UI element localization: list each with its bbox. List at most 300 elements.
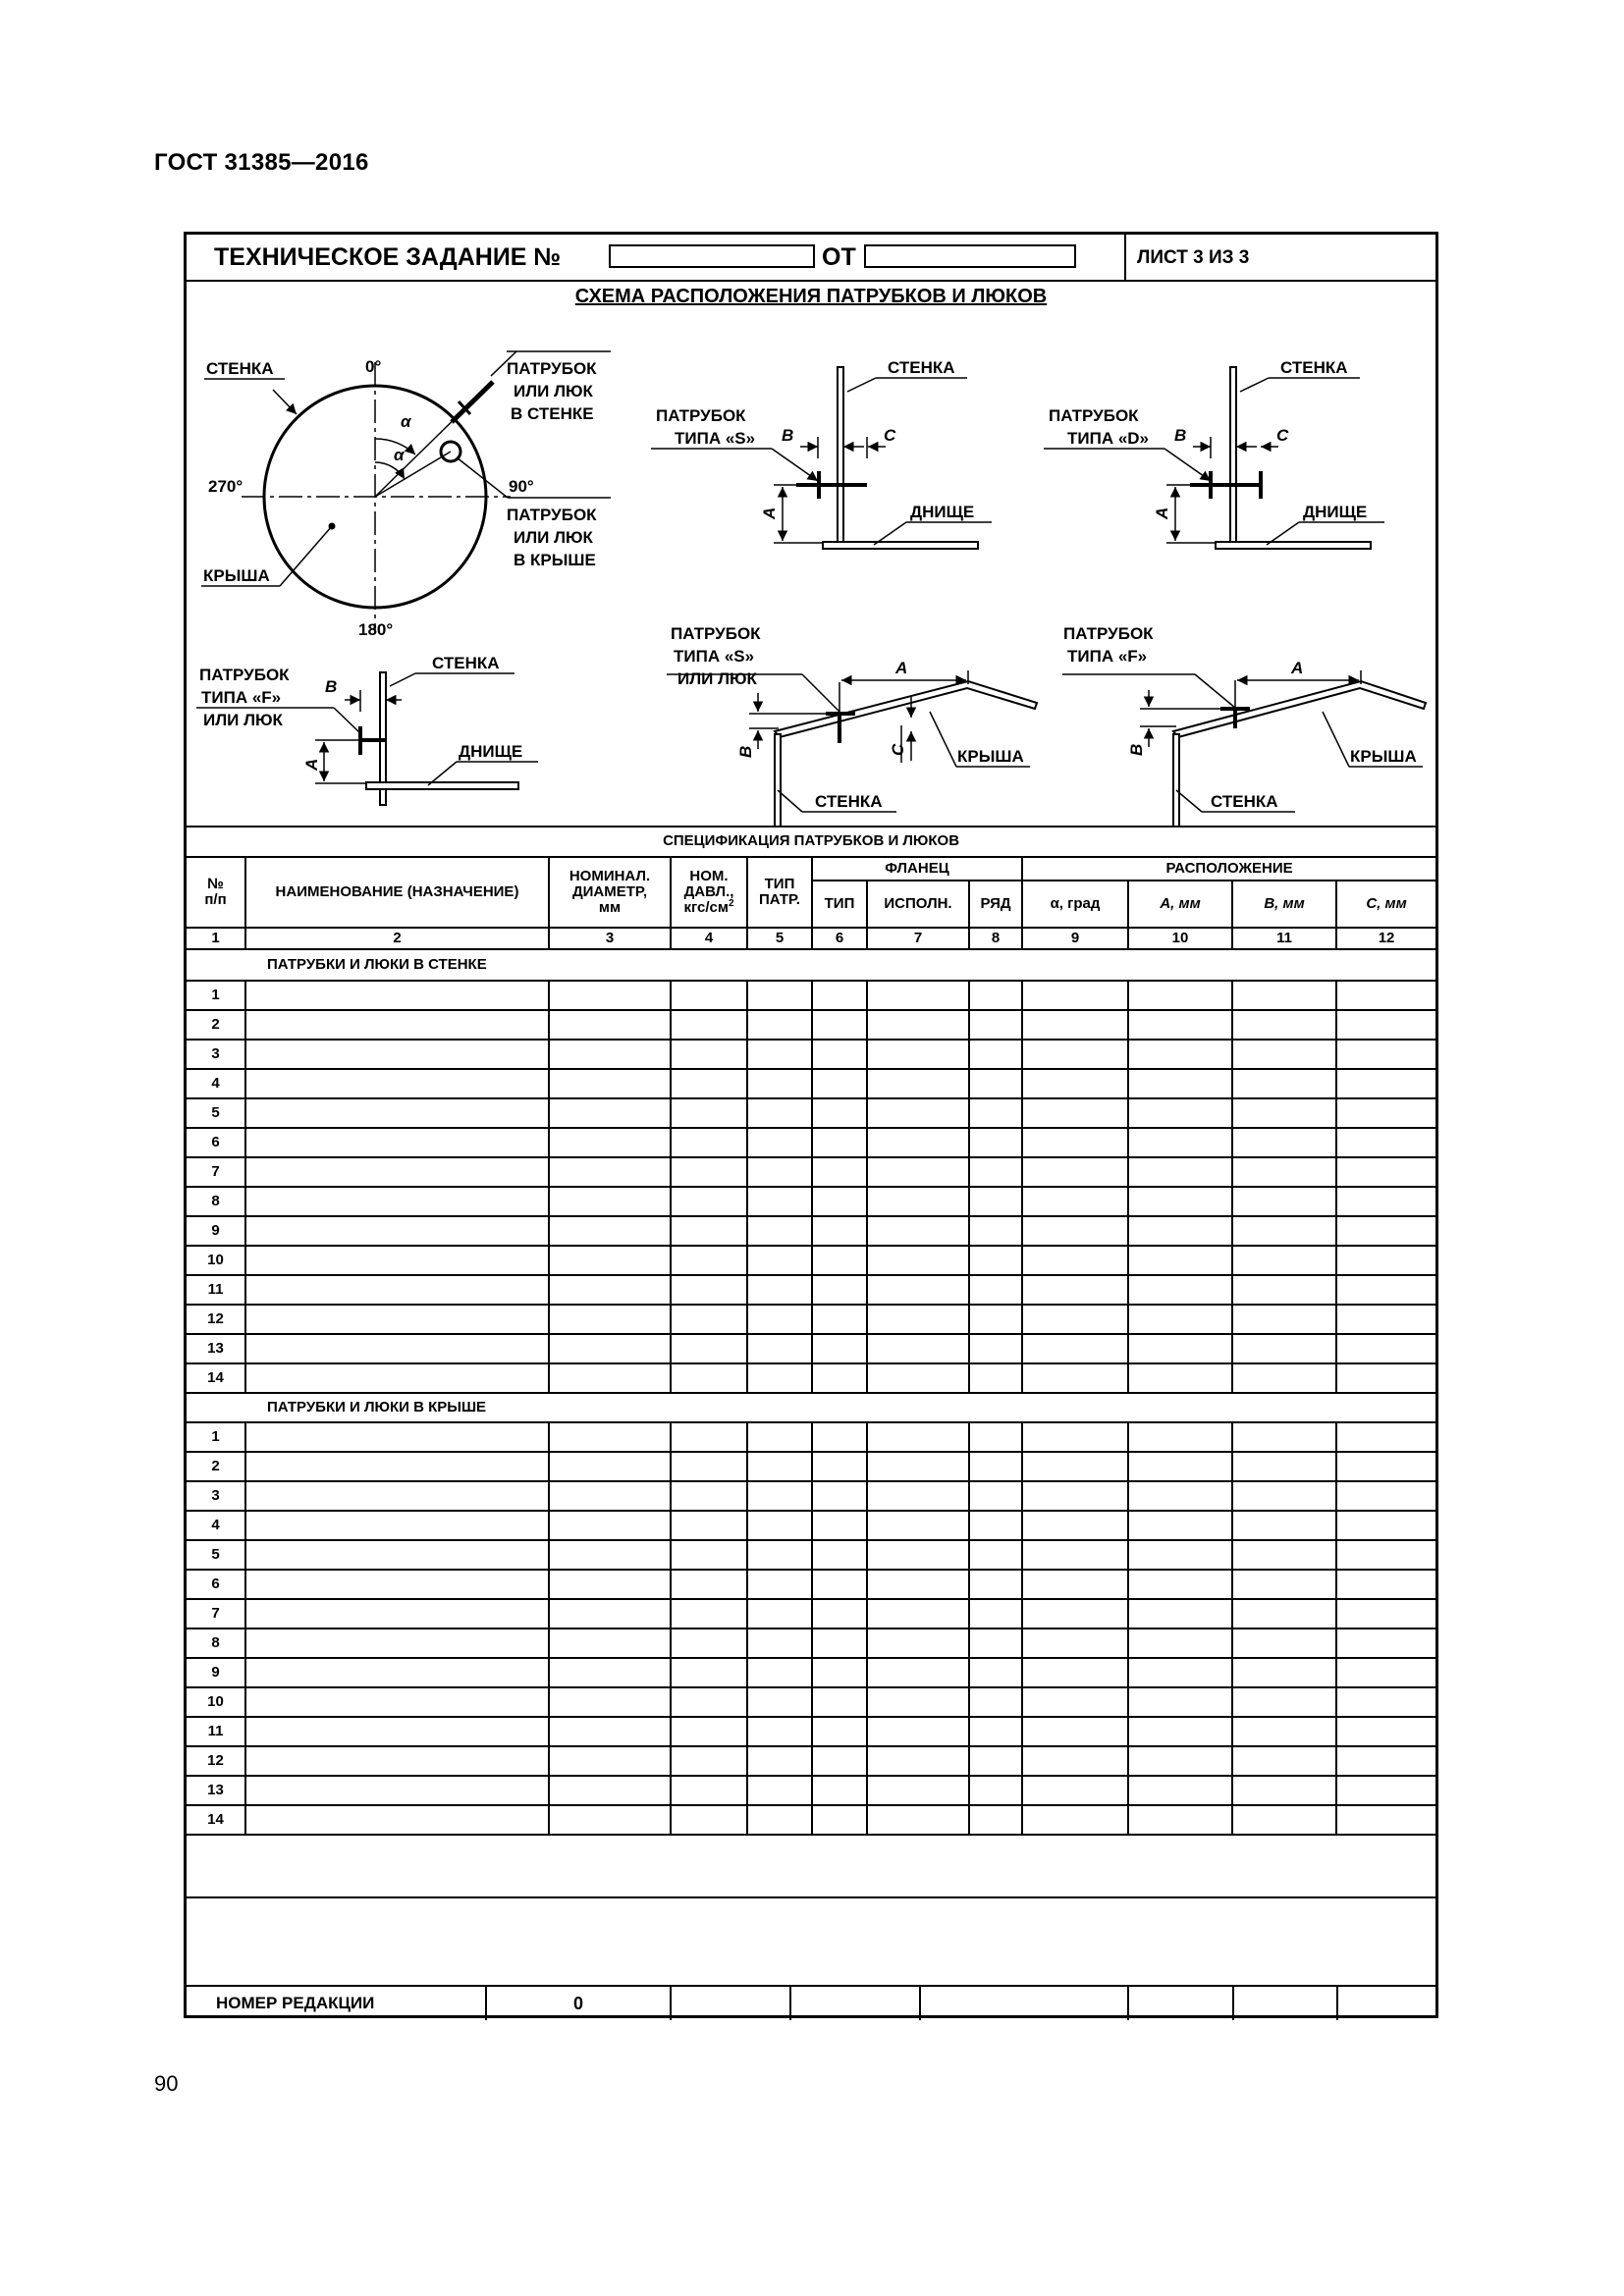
spec-cell[interactable] xyxy=(969,1187,1022,1216)
spec-cell[interactable] xyxy=(747,1481,812,1511)
spec-cell[interactable] xyxy=(1022,1187,1128,1216)
spec-cell[interactable] xyxy=(1128,1540,1232,1570)
spec-cell[interactable] xyxy=(867,1040,969,1069)
spec-cell[interactable] xyxy=(1022,1069,1128,1098)
spec-cell[interactable] xyxy=(812,1717,867,1746)
spec-cell[interactable] xyxy=(245,981,549,1010)
spec-cell[interactable] xyxy=(812,1069,867,1098)
spec-cell[interactable] xyxy=(245,1540,549,1570)
spec-cell[interactable] xyxy=(867,1010,969,1040)
spec-cell[interactable] xyxy=(969,1629,1022,1658)
spec-cell[interactable] xyxy=(867,1776,969,1805)
spec-cell[interactable] xyxy=(245,1334,549,1363)
spec-cell[interactable] xyxy=(1022,1098,1128,1128)
spec-cell[interactable] xyxy=(1022,1717,1128,1746)
spec-cell[interactable] xyxy=(969,1746,1022,1776)
spec-cell[interactable] xyxy=(969,1599,1022,1629)
spec-cell[interactable] xyxy=(969,1275,1022,1305)
spec-cell[interactable] xyxy=(747,1334,812,1363)
spec-cell[interactable] xyxy=(867,1540,969,1570)
spec-cell[interactable] xyxy=(1022,1040,1128,1069)
spec-cell[interactable] xyxy=(969,1776,1022,1805)
revision-cell[interactable] xyxy=(790,1986,920,2020)
spec-cell[interactable] xyxy=(969,1717,1022,1746)
spec-cell[interactable] xyxy=(549,1157,671,1187)
spec-cell[interactable] xyxy=(969,1334,1022,1363)
spec-cell[interactable] xyxy=(1232,1128,1336,1157)
spec-cell[interactable] xyxy=(245,1069,549,1098)
spec-cell[interactable] xyxy=(245,1246,549,1275)
spec-cell[interactable] xyxy=(245,1452,549,1481)
spec-cell[interactable] xyxy=(747,1216,812,1246)
spec-cell[interactable] xyxy=(1232,1363,1336,1393)
spec-cell[interactable] xyxy=(245,1305,549,1334)
spec-cell[interactable] xyxy=(245,1481,549,1511)
spec-cell[interactable] xyxy=(1128,1098,1232,1128)
spec-cell[interactable] xyxy=(812,1040,867,1069)
spec-cell[interactable] xyxy=(671,1334,747,1363)
spec-cell[interactable] xyxy=(1128,1305,1232,1334)
spec-cell[interactable] xyxy=(1128,1776,1232,1805)
spec-cell[interactable] xyxy=(1128,1246,1232,1275)
spec-cell[interactable] xyxy=(1022,1452,1128,1481)
spec-cell[interactable] xyxy=(1022,1422,1128,1452)
spec-cell[interactable] xyxy=(969,1570,1022,1599)
spec-cell[interactable] xyxy=(549,1629,671,1658)
spec-cell[interactable] xyxy=(1232,1540,1336,1570)
spec-cell[interactable] xyxy=(1128,1069,1232,1098)
spec-cell[interactable] xyxy=(1128,1687,1232,1717)
spec-cell[interactable] xyxy=(812,1658,867,1687)
spec-cell[interactable] xyxy=(671,1452,747,1481)
spec-cell[interactable] xyxy=(671,1658,747,1687)
spec-cell[interactable] xyxy=(671,1629,747,1658)
spec-cell[interactable] xyxy=(1336,1540,1435,1570)
spec-cell[interactable] xyxy=(969,1540,1022,1570)
spec-cell[interactable] xyxy=(747,1305,812,1334)
spec-cell[interactable] xyxy=(969,1805,1022,1835)
spec-cell[interactable] xyxy=(245,1187,549,1216)
spec-cell[interactable] xyxy=(812,1481,867,1511)
spec-cell[interactable] xyxy=(867,1098,969,1128)
spec-cell[interactable] xyxy=(671,1599,747,1629)
spec-cell[interactable] xyxy=(1128,1128,1232,1157)
spec-cell[interactable] xyxy=(1022,1776,1128,1805)
spec-cell[interactable] xyxy=(747,1746,812,1776)
spec-cell[interactable] xyxy=(245,1717,549,1746)
spec-cell[interactable] xyxy=(671,1128,747,1157)
spec-cell[interactable] xyxy=(671,1422,747,1452)
spec-cell[interactable] xyxy=(1022,1658,1128,1687)
spec-cell[interactable] xyxy=(1022,1246,1128,1275)
spec-cell[interactable] xyxy=(1022,1305,1128,1334)
spec-cell[interactable] xyxy=(1022,1275,1128,1305)
spec-cell[interactable] xyxy=(245,1098,549,1128)
spec-cell[interactable] xyxy=(671,1805,747,1835)
spec-cell[interactable] xyxy=(245,1776,549,1805)
spec-cell[interactable] xyxy=(969,1010,1022,1040)
spec-cell[interactable] xyxy=(812,1746,867,1776)
spec-cell[interactable] xyxy=(867,1481,969,1511)
spec-cell[interactable] xyxy=(969,1511,1022,1540)
spec-cell[interactable] xyxy=(1128,1717,1232,1746)
spec-cell[interactable] xyxy=(812,1540,867,1570)
spec-cell[interactable] xyxy=(1232,1599,1336,1629)
spec-cell[interactable] xyxy=(1022,1629,1128,1658)
spec-cell[interactable] xyxy=(1336,1069,1435,1098)
spec-cell[interactable] xyxy=(671,1511,747,1540)
spec-cell[interactable] xyxy=(812,1098,867,1128)
spec-cell[interactable] xyxy=(1336,1481,1435,1511)
spec-cell[interactable] xyxy=(747,1805,812,1835)
spec-cell[interactable] xyxy=(549,1717,671,1746)
spec-cell[interactable] xyxy=(549,1422,671,1452)
spec-cell[interactable] xyxy=(549,1599,671,1629)
spec-cell[interactable] xyxy=(1128,1570,1232,1599)
spec-cell[interactable] xyxy=(867,1334,969,1363)
spec-cell[interactable] xyxy=(671,1363,747,1393)
spec-cell[interactable] xyxy=(245,1687,549,1717)
revision-value[interactable]: 0 xyxy=(486,1986,671,2020)
spec-cell[interactable] xyxy=(1128,1629,1232,1658)
spec-cell[interactable] xyxy=(969,1658,1022,1687)
spec-cell[interactable] xyxy=(1336,1511,1435,1540)
spec-cell[interactable] xyxy=(867,1246,969,1275)
spec-cell[interactable] xyxy=(1232,1511,1336,1540)
revision-cell[interactable] xyxy=(1233,1986,1337,2020)
spec-cell[interactable] xyxy=(867,1629,969,1658)
spec-cell[interactable] xyxy=(969,981,1022,1010)
spec-cell[interactable] xyxy=(812,1275,867,1305)
spec-cell[interactable] xyxy=(867,1069,969,1098)
spec-cell[interactable] xyxy=(549,1040,671,1069)
spec-cell[interactable] xyxy=(867,1305,969,1334)
spec-cell[interactable] xyxy=(1022,1540,1128,1570)
spec-cell[interactable] xyxy=(1336,1010,1435,1040)
spec-cell[interactable] xyxy=(969,1246,1022,1275)
spec-cell[interactable] xyxy=(969,1687,1022,1717)
spec-cell[interactable] xyxy=(1336,1157,1435,1187)
spec-cell[interactable] xyxy=(1022,1599,1128,1629)
spec-cell[interactable] xyxy=(245,1658,549,1687)
spec-cell[interactable] xyxy=(671,1305,747,1334)
spec-cell[interactable] xyxy=(1232,1422,1336,1452)
spec-cell[interactable] xyxy=(549,1452,671,1481)
spec-cell[interactable] xyxy=(747,1157,812,1187)
spec-cell[interactable] xyxy=(1232,981,1336,1010)
spec-cell[interactable] xyxy=(549,1010,671,1040)
spec-date-field[interactable] xyxy=(864,244,1076,268)
spec-cell[interactable] xyxy=(1232,1805,1336,1835)
spec-cell[interactable] xyxy=(1232,1629,1336,1658)
spec-cell[interactable] xyxy=(747,1687,812,1717)
spec-cell[interactable] xyxy=(671,1187,747,1216)
spec-cell[interactable] xyxy=(1232,1334,1336,1363)
spec-cell[interactable] xyxy=(549,1187,671,1216)
spec-cell[interactable] xyxy=(747,1040,812,1069)
spec-cell[interactable] xyxy=(812,1422,867,1452)
spec-cell[interactable] xyxy=(867,1216,969,1246)
spec-cell[interactable] xyxy=(1128,1187,1232,1216)
spec-cell[interactable] xyxy=(812,1599,867,1629)
spec-cell[interactable] xyxy=(1336,1776,1435,1805)
spec-cell[interactable] xyxy=(549,1246,671,1275)
spec-cell[interactable] xyxy=(867,981,969,1010)
spec-cell[interactable] xyxy=(1232,1098,1336,1128)
spec-cell[interactable] xyxy=(671,1570,747,1599)
spec-cell[interactable] xyxy=(812,1187,867,1216)
spec-cell[interactable] xyxy=(549,1334,671,1363)
spec-cell[interactable] xyxy=(812,1216,867,1246)
spec-cell[interactable] xyxy=(245,1422,549,1452)
spec-cell[interactable] xyxy=(1336,1570,1435,1599)
spec-cell[interactable] xyxy=(1128,1010,1232,1040)
spec-cell[interactable] xyxy=(549,1363,671,1393)
spec-cell[interactable] xyxy=(867,1275,969,1305)
spec-cell[interactable] xyxy=(812,1452,867,1481)
spec-cell[interactable] xyxy=(671,1216,747,1246)
spec-cell[interactable] xyxy=(1022,1363,1128,1393)
spec-cell[interactable] xyxy=(1336,1717,1435,1746)
spec-cell[interactable] xyxy=(867,1363,969,1393)
spec-cell[interactable] xyxy=(1022,1157,1128,1187)
spec-cell[interactable] xyxy=(549,1275,671,1305)
spec-cell[interactable] xyxy=(245,1157,549,1187)
spec-cell[interactable] xyxy=(671,1481,747,1511)
spec-cell[interactable] xyxy=(1022,1746,1128,1776)
spec-cell[interactable] xyxy=(747,1570,812,1599)
spec-cell[interactable] xyxy=(1128,1040,1232,1069)
spec-cell[interactable] xyxy=(1232,1305,1336,1334)
spec-cell[interactable] xyxy=(969,1305,1022,1334)
spec-cell[interactable] xyxy=(1336,1098,1435,1128)
spec-cell[interactable] xyxy=(1022,1216,1128,1246)
spec-cell[interactable] xyxy=(1232,1275,1336,1305)
spec-cell[interactable] xyxy=(867,1805,969,1835)
spec-cell[interactable] xyxy=(747,1128,812,1157)
spec-cell[interactable] xyxy=(245,1570,549,1599)
spec-cell[interactable] xyxy=(969,1157,1022,1187)
spec-cell[interactable] xyxy=(1336,1599,1435,1629)
spec-cell[interactable] xyxy=(1128,1599,1232,1629)
spec-cell[interactable] xyxy=(969,1040,1022,1069)
spec-cell[interactable] xyxy=(1232,1746,1336,1776)
spec-cell[interactable] xyxy=(747,1010,812,1040)
spec-cell[interactable] xyxy=(812,1776,867,1805)
spec-cell[interactable] xyxy=(1336,1334,1435,1363)
spec-cell[interactable] xyxy=(1128,1363,1232,1393)
spec-cell[interactable] xyxy=(867,1570,969,1599)
spec-cell[interactable] xyxy=(1232,1246,1336,1275)
spec-cell[interactable] xyxy=(747,1599,812,1629)
spec-cell[interactable] xyxy=(867,1717,969,1746)
spec-cell[interactable] xyxy=(867,1687,969,1717)
spec-cell[interactable] xyxy=(812,1570,867,1599)
spec-cell[interactable] xyxy=(1232,1717,1336,1746)
spec-cell[interactable] xyxy=(867,1746,969,1776)
spec-cell[interactable] xyxy=(747,981,812,1010)
spec-cell[interactable] xyxy=(1336,1629,1435,1658)
revision-cell[interactable] xyxy=(1128,1986,1233,2020)
spec-cell[interactable] xyxy=(671,1687,747,1717)
spec-cell[interactable] xyxy=(1336,1128,1435,1157)
spec-cell[interactable] xyxy=(1232,1687,1336,1717)
spec-cell[interactable] xyxy=(747,1658,812,1687)
spec-cell[interactable] xyxy=(1336,981,1435,1010)
spec-cell[interactable] xyxy=(549,1511,671,1540)
spec-cell[interactable] xyxy=(1232,1040,1336,1069)
spec-cell[interactable] xyxy=(549,1805,671,1835)
spec-cell[interactable] xyxy=(867,1128,969,1157)
spec-cell[interactable] xyxy=(1128,1216,1232,1246)
spec-cell[interactable] xyxy=(867,1599,969,1629)
spec-cell[interactable] xyxy=(245,1511,549,1540)
spec-cell[interactable] xyxy=(1336,1363,1435,1393)
spec-cell[interactable] xyxy=(1128,981,1232,1010)
spec-cell[interactable] xyxy=(812,1305,867,1334)
spec-cell[interactable] xyxy=(867,1157,969,1187)
spec-cell[interactable] xyxy=(1232,1187,1336,1216)
spec-cell[interactable] xyxy=(812,1010,867,1040)
spec-cell[interactable] xyxy=(812,1511,867,1540)
spec-cell[interactable] xyxy=(1022,1128,1128,1157)
spec-cell[interactable] xyxy=(969,1422,1022,1452)
spec-cell[interactable] xyxy=(969,1481,1022,1511)
revision-cell[interactable] xyxy=(1337,1986,1435,2020)
spec-cell[interactable] xyxy=(747,1363,812,1393)
spec-cell[interactable] xyxy=(1336,1805,1435,1835)
spec-cell[interactable] xyxy=(671,1069,747,1098)
spec-cell[interactable] xyxy=(812,1334,867,1363)
spec-cell[interactable] xyxy=(1128,1746,1232,1776)
spec-cell[interactable] xyxy=(969,1098,1022,1128)
spec-cell[interactable] xyxy=(747,1422,812,1452)
spec-cell[interactable] xyxy=(245,1275,549,1305)
spec-cell[interactable] xyxy=(1128,1452,1232,1481)
spec-cell[interactable] xyxy=(867,1422,969,1452)
spec-cell[interactable] xyxy=(867,1658,969,1687)
spec-cell[interactable] xyxy=(1128,1422,1232,1452)
spec-cell[interactable] xyxy=(549,1776,671,1805)
spec-cell[interactable] xyxy=(747,1098,812,1128)
spec-cell[interactable] xyxy=(1336,1246,1435,1275)
spec-cell[interactable] xyxy=(549,1481,671,1511)
spec-cell[interactable] xyxy=(812,1246,867,1275)
spec-cell[interactable] xyxy=(549,1687,671,1717)
spec-cell[interactable] xyxy=(969,1216,1022,1246)
spec-cell[interactable] xyxy=(1336,1216,1435,1246)
spec-cell[interactable] xyxy=(747,1540,812,1570)
spec-cell[interactable] xyxy=(245,1746,549,1776)
spec-cell[interactable] xyxy=(1022,1010,1128,1040)
spec-cell[interactable] xyxy=(747,1246,812,1275)
spec-cell[interactable] xyxy=(549,1658,671,1687)
spec-cell[interactable] xyxy=(245,1216,549,1246)
spec-cell[interactable] xyxy=(1022,1481,1128,1511)
spec-cell[interactable] xyxy=(549,1098,671,1128)
spec-cell[interactable] xyxy=(549,1746,671,1776)
spec-cell[interactable] xyxy=(1232,1658,1336,1687)
spec-cell[interactable] xyxy=(671,1717,747,1746)
spec-cell[interactable] xyxy=(812,1687,867,1717)
spec-cell[interactable] xyxy=(747,1776,812,1805)
spec-cell[interactable] xyxy=(1336,1746,1435,1776)
spec-cell[interactable] xyxy=(1336,1687,1435,1717)
spec-cell[interactable] xyxy=(812,1157,867,1187)
spec-cell[interactable] xyxy=(549,1570,671,1599)
spec-cell[interactable] xyxy=(747,1069,812,1098)
spec-cell[interactable] xyxy=(747,1717,812,1746)
spec-cell[interactable] xyxy=(1336,1452,1435,1481)
spec-cell[interactable] xyxy=(549,1216,671,1246)
spec-cell[interactable] xyxy=(245,1805,549,1835)
spec-cell[interactable] xyxy=(1128,1511,1232,1540)
spec-cell[interactable] xyxy=(1128,1805,1232,1835)
spec-cell[interactable] xyxy=(671,1040,747,1069)
spec-cell[interactable] xyxy=(245,1040,549,1069)
spec-cell[interactable] xyxy=(747,1187,812,1216)
spec-cell[interactable] xyxy=(1022,1805,1128,1835)
spec-cell[interactable] xyxy=(1128,1275,1232,1305)
spec-cell[interactable] xyxy=(671,981,747,1010)
revision-cell[interactable] xyxy=(920,1986,1128,2020)
spec-cell[interactable] xyxy=(1128,1334,1232,1363)
spec-cell[interactable] xyxy=(245,1599,549,1629)
spec-cell[interactable] xyxy=(812,981,867,1010)
spec-cell[interactable] xyxy=(549,1128,671,1157)
spec-cell[interactable] xyxy=(1232,1010,1336,1040)
spec-cell[interactable] xyxy=(671,1275,747,1305)
spec-cell[interactable] xyxy=(1022,1570,1128,1599)
spec-cell[interactable] xyxy=(549,1069,671,1098)
spec-cell[interactable] xyxy=(671,1540,747,1570)
revision-cell[interactable] xyxy=(671,1986,790,2020)
spec-cell[interactable] xyxy=(671,1010,747,1040)
spec-cell[interactable] xyxy=(747,1275,812,1305)
spec-cell[interactable] xyxy=(1128,1658,1232,1687)
spec-cell[interactable] xyxy=(549,981,671,1010)
spec-cell[interactable] xyxy=(867,1511,969,1540)
spec-cell[interactable] xyxy=(1336,1275,1435,1305)
spec-cell[interactable] xyxy=(1336,1658,1435,1687)
spec-cell[interactable] xyxy=(549,1305,671,1334)
spec-cell[interactable] xyxy=(671,1098,747,1128)
spec-cell[interactable] xyxy=(1336,1187,1435,1216)
spec-cell[interactable] xyxy=(1232,1069,1336,1098)
spec-cell[interactable] xyxy=(1336,1422,1435,1452)
spec-cell[interactable] xyxy=(1022,1334,1128,1363)
spec-cell[interactable] xyxy=(245,1010,549,1040)
spec-cell[interactable] xyxy=(1336,1040,1435,1069)
spec-cell[interactable] xyxy=(969,1452,1022,1481)
spec-cell[interactable] xyxy=(1022,981,1128,1010)
spec-cell[interactable] xyxy=(671,1157,747,1187)
spec-cell[interactable] xyxy=(1232,1776,1336,1805)
spec-cell[interactable] xyxy=(1022,1687,1128,1717)
spec-cell[interactable] xyxy=(245,1629,549,1658)
spec-cell[interactable] xyxy=(812,1805,867,1835)
spec-cell[interactable] xyxy=(812,1363,867,1393)
spec-cell[interactable] xyxy=(1232,1481,1336,1511)
spec-cell[interactable] xyxy=(867,1187,969,1216)
spec-cell[interactable] xyxy=(812,1629,867,1658)
spec-number-field[interactable] xyxy=(609,244,815,268)
spec-cell[interactable] xyxy=(812,1128,867,1157)
spec-cell[interactable] xyxy=(969,1069,1022,1098)
spec-cell[interactable] xyxy=(245,1363,549,1393)
spec-cell[interactable] xyxy=(1232,1157,1336,1187)
spec-cell[interactable] xyxy=(867,1452,969,1481)
